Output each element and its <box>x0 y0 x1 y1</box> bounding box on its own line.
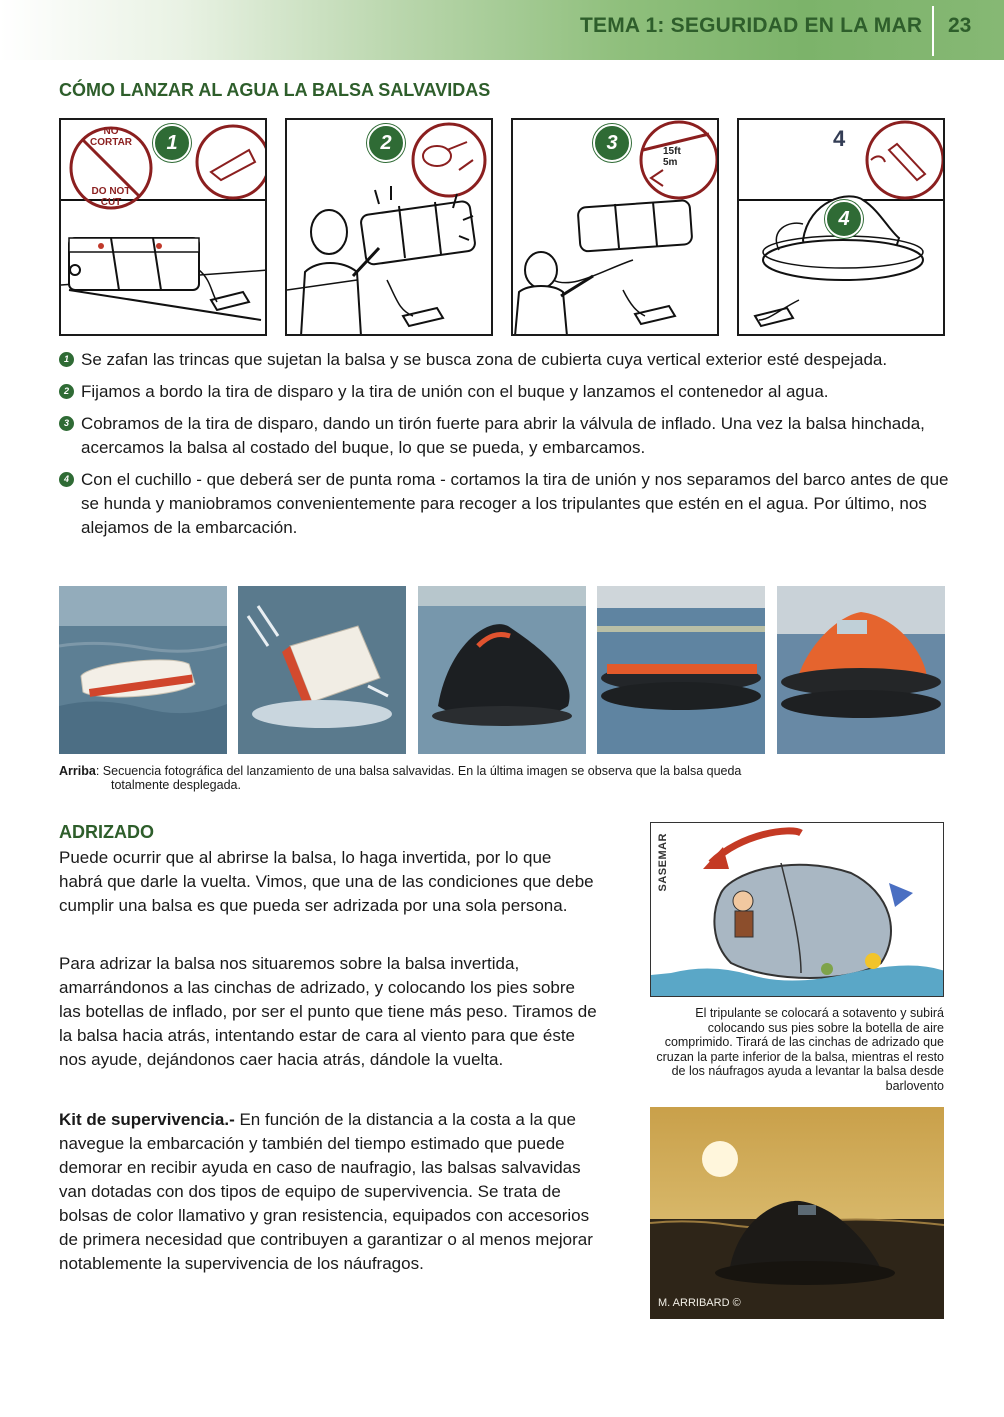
step-text-4: Con el cuchillo - que deberá ser de punta roma - cortamos la tira de unión y nos separamos del barco antes de que se hunda y maniobramos convenientemente para recoger a los tripulantes que estén en el agua. Por último, nos alejamos de la embarcación. <box>81 470 949 537</box>
photo-launch-4 <box>597 586 765 754</box>
warning-no: NO <box>103 126 119 137</box>
step-item-1 <box>59 348 949 372</box>
step-bullet-4: 4 <box>59 472 74 487</box>
adrizado-paragraph-1: Puede ocurrir que al abrirse la balsa, lo haga invertida, por lo que habrá que darle la vuelta. Vimos, que una de las condiciones que debe cumplir una balsa es que pueda ser adrizada por una sola persona. <box>59 848 594 915</box>
photo-credit: M. ARRIBARD © <box>658 1297 741 1309</box>
section-title: CÓMO LANZAR AL AGUA LA BALSA SALVAVIDAS <box>59 80 491 100</box>
righting-illustration <box>650 822 944 997</box>
step-item-2 <box>59 380 949 404</box>
step-number-4: 4 <box>833 126 846 151</box>
kit-label: Kit de supervivencia.- <box>59 1110 235 1129</box>
step-badge-4: 4 <box>825 200 863 238</box>
step-panel-3 <box>511 118 719 336</box>
sunset-raft-photo <box>650 1107 944 1319</box>
step-panel-4 <box>737 118 945 336</box>
warning-cortar: CORTAR <box>89 137 133 148</box>
step-bullet-1: 1 <box>59 352 74 367</box>
sasemar-watermark: SASEMAR <box>657 833 669 892</box>
photo-launch-5 <box>777 586 945 754</box>
distance-ft: 15ft <box>663 146 681 157</box>
kit-paragraph <box>59 1108 599 1276</box>
adrizado-paragraph-2: Para adrizar la balsa nos situaremos sobre la balsa invertida, amarrándonos a las cinchas de adrizado, y colocando los pies sobre las botellas de inflado, por ser el punto que tiene más peso. Tiramos de la balsa hacia atrás, intentando estar de cara al viento para que éste nos ayude, dejándonos caer hacia atrás, dándole la vuelta. <box>59 954 597 1069</box>
adrizado-title: ADRIZADO <box>59 822 154 842</box>
caption-line-1: : Secuencia fotográfica del lanzamiento de una balsa salvavidas. En la última imagen se observa que la balsa queda <box>95 764 742 778</box>
caption-line-2: totalmente desplegada. <box>111 778 241 792</box>
step-text-3: Cobramos de la tira de disparo, dando un tirón fuerte para abrir la válvula de inflado. Una vez la balsa hinchada, acercamos la balsa al costado del buque, lo que se pueda, y embarcamos. <box>81 414 925 457</box>
step-bullet-2: 2 <box>59 384 74 399</box>
step-panel-2 <box>285 118 493 336</box>
steps-list <box>59 348 949 548</box>
step-bullet-3: 3 <box>59 416 74 431</box>
step-text-1: Se zafan las trincas que sujetan la balsa y se busca zona de cubierta cuya vertical exterior esté despejada. <box>81 350 888 369</box>
step-item-4 <box>59 468 949 540</box>
warning-cut: CUT <box>100 197 122 208</box>
chapter-title: TEMA 1: SEGURIDAD EN LA MAR <box>580 14 923 37</box>
kit-text: En función de la distancia a la costa a la que navegue la embarcación y también del tiempo estimado que puede demorar en recibir ayuda en caso de naufragio, las balsas salvavidas van dotadas con dos tipos de equipo de supervivencia. Se trata de bolsas de color llamativo y gran resistencia, equipados con accesorios de primera necesidad que contribuyen a garantizar o al menos mejorar notablemente la supervivencia de los náufragos. <box>59 1110 593 1273</box>
warning-do-not: DO NOT <box>91 186 131 197</box>
page-number: 23 <box>948 14 972 37</box>
step-badge-2: 2 <box>367 124 405 162</box>
step-item-3 <box>59 412 949 460</box>
illustration-caption: El tripulante se colocará a sotavento y subirá colocando sus pies sobre la botella de aire comprimido. Tirará de las cinchas de adrizado que cruzan la parte inferior de la balsa, mientras el resto de los náufragos ayuda a levantar la balsa desde barlovento <box>656 1006 944 1093</box>
step-text-2: Fijamos a bordo la tira de disparo y la tira de unión con el buque y lanzamos el contenedor al agua. <box>81 382 829 401</box>
righting-drawing <box>651 823 944 997</box>
step-badge-3: 3 <box>593 124 631 162</box>
step-badge-1: 1 <box>153 124 191 162</box>
distance-m: 5m <box>663 157 678 168</box>
header-divider <box>932 6 934 56</box>
photo-launch-2 <box>238 586 406 754</box>
photo-launch-3 <box>418 586 586 754</box>
caption-label: Arriba <box>59 764 96 778</box>
photo-caption <box>59 764 949 792</box>
photo-launch-1 <box>59 586 227 754</box>
step-panel-1 <box>59 118 267 336</box>
sunset-image <box>650 1107 944 1319</box>
